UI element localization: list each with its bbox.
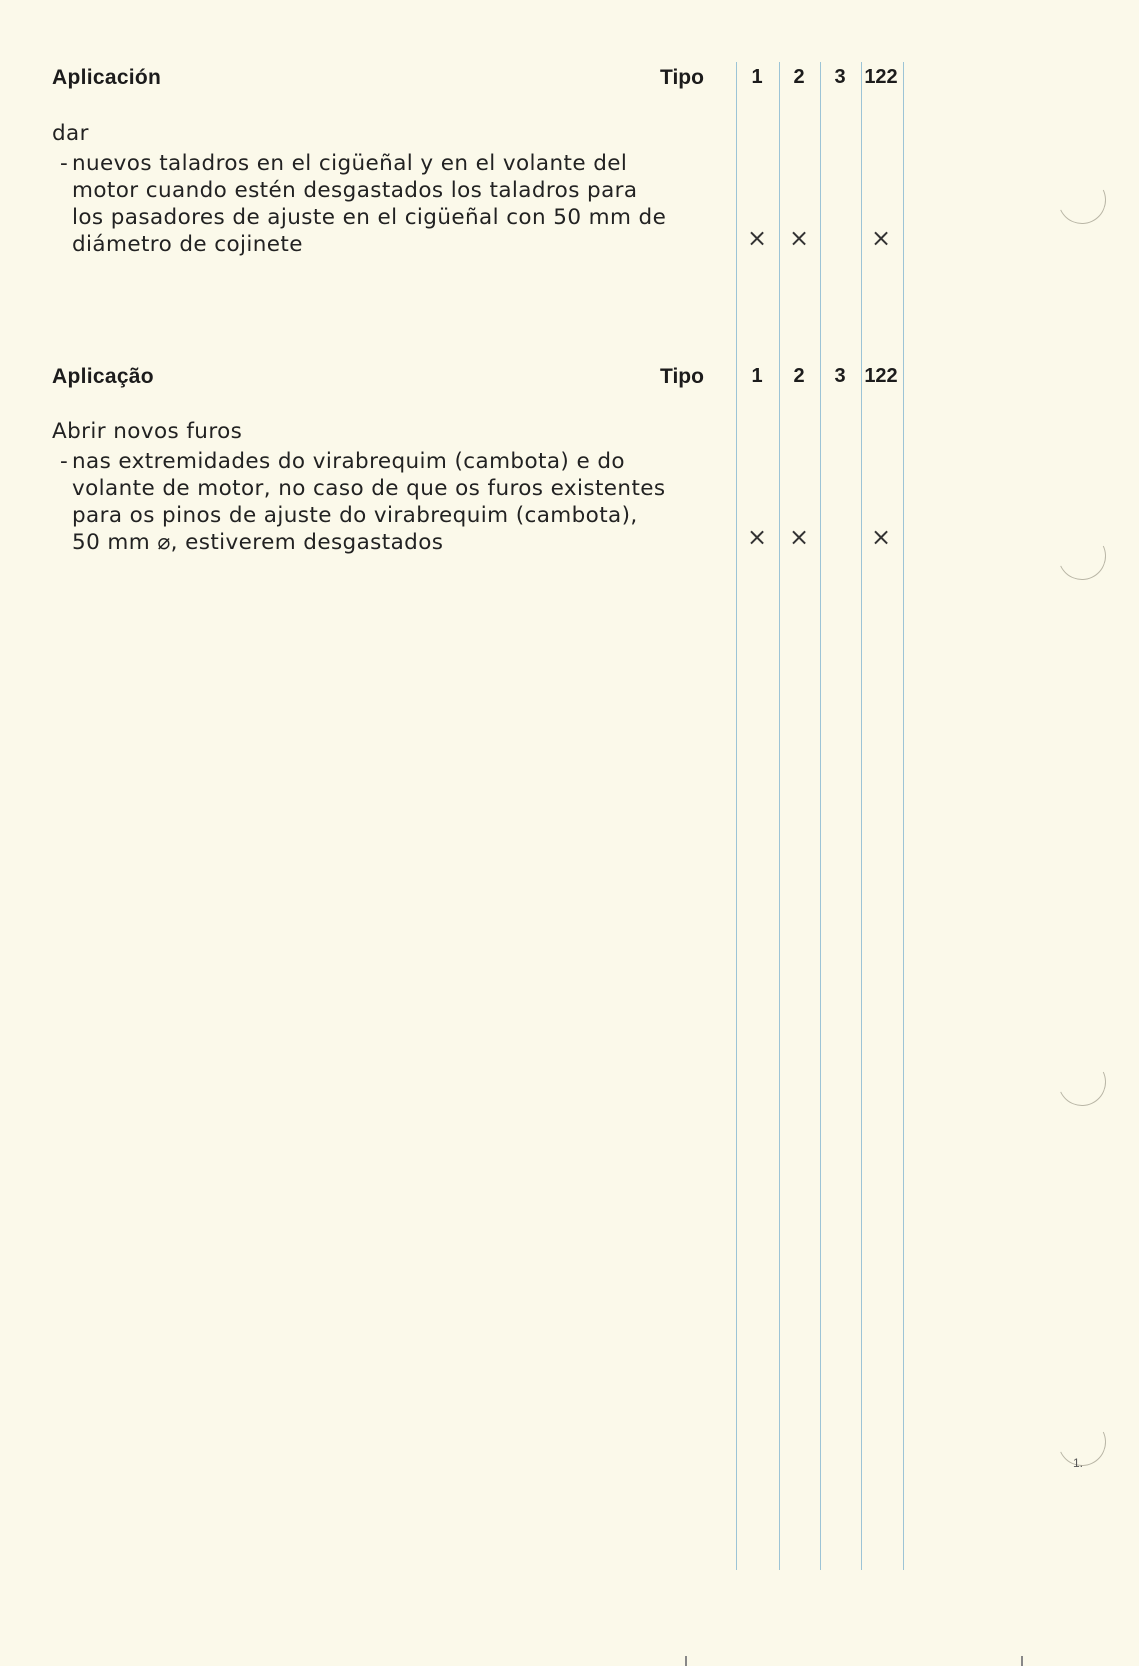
section-heading: Aplicação <box>52 365 154 388</box>
list-dash: - <box>60 151 69 176</box>
column-rule <box>779 62 780 1570</box>
applies-mark: × <box>870 523 892 551</box>
column-header: 122 <box>864 66 898 88</box>
column-rule <box>861 62 862 1570</box>
item-line: nas extremidades do virabrequim (cambota) e do <box>72 449 625 474</box>
applies-mark: × <box>746 523 768 551</box>
binder-hole-icon <box>1051 525 1113 587</box>
scan-artifact <box>685 1656 687 1666</box>
tipo-label: Tipo <box>660 365 704 388</box>
scan-artifact <box>1021 1656 1023 1666</box>
item-line: motor cuando estén desgastados los taladros para <box>72 178 638 203</box>
column-header: 2 <box>793 365 805 387</box>
item-line: diámetro de cojinete <box>72 232 303 257</box>
page-number: 1. <box>1073 1456 1084 1470</box>
column-header: 2 <box>793 66 805 88</box>
applies-mark: × <box>746 224 768 252</box>
column-rule <box>736 62 737 1570</box>
item-line: para os pinos de ajuste do virabrequim (cambota), <box>72 503 638 528</box>
section-heading: Aplicación <box>52 66 162 89</box>
column-header: 1 <box>751 66 763 88</box>
column-header: 3 <box>834 66 846 88</box>
applies-mark: × <box>788 224 810 252</box>
list-dash: - <box>60 449 69 474</box>
binder-hole-icon <box>1051 1051 1113 1113</box>
intro-text: Abrir novos furos <box>52 419 243 444</box>
item-line: 50 mm ⌀, estiverem desgastados <box>72 530 444 555</box>
tipo-label: Tipo <box>660 66 704 89</box>
item-line: volante de motor, no caso de que os furos existentes <box>72 476 666 501</box>
column-rule <box>903 62 904 1570</box>
applies-mark: × <box>788 523 810 551</box>
applies-mark: × <box>870 224 892 252</box>
column-header: 3 <box>834 365 846 387</box>
item-line: los pasadores de ajuste en el cigüeñal con 50 mm de <box>72 205 667 230</box>
column-rule <box>820 62 821 1570</box>
intro-text: dar <box>52 121 89 146</box>
column-header: 1 <box>751 365 763 387</box>
column-header: 122 <box>864 365 898 387</box>
item-line: nuevos taladros en el cigüeñal y en el volante del <box>72 151 628 176</box>
binder-hole-icon <box>1051 169 1113 231</box>
